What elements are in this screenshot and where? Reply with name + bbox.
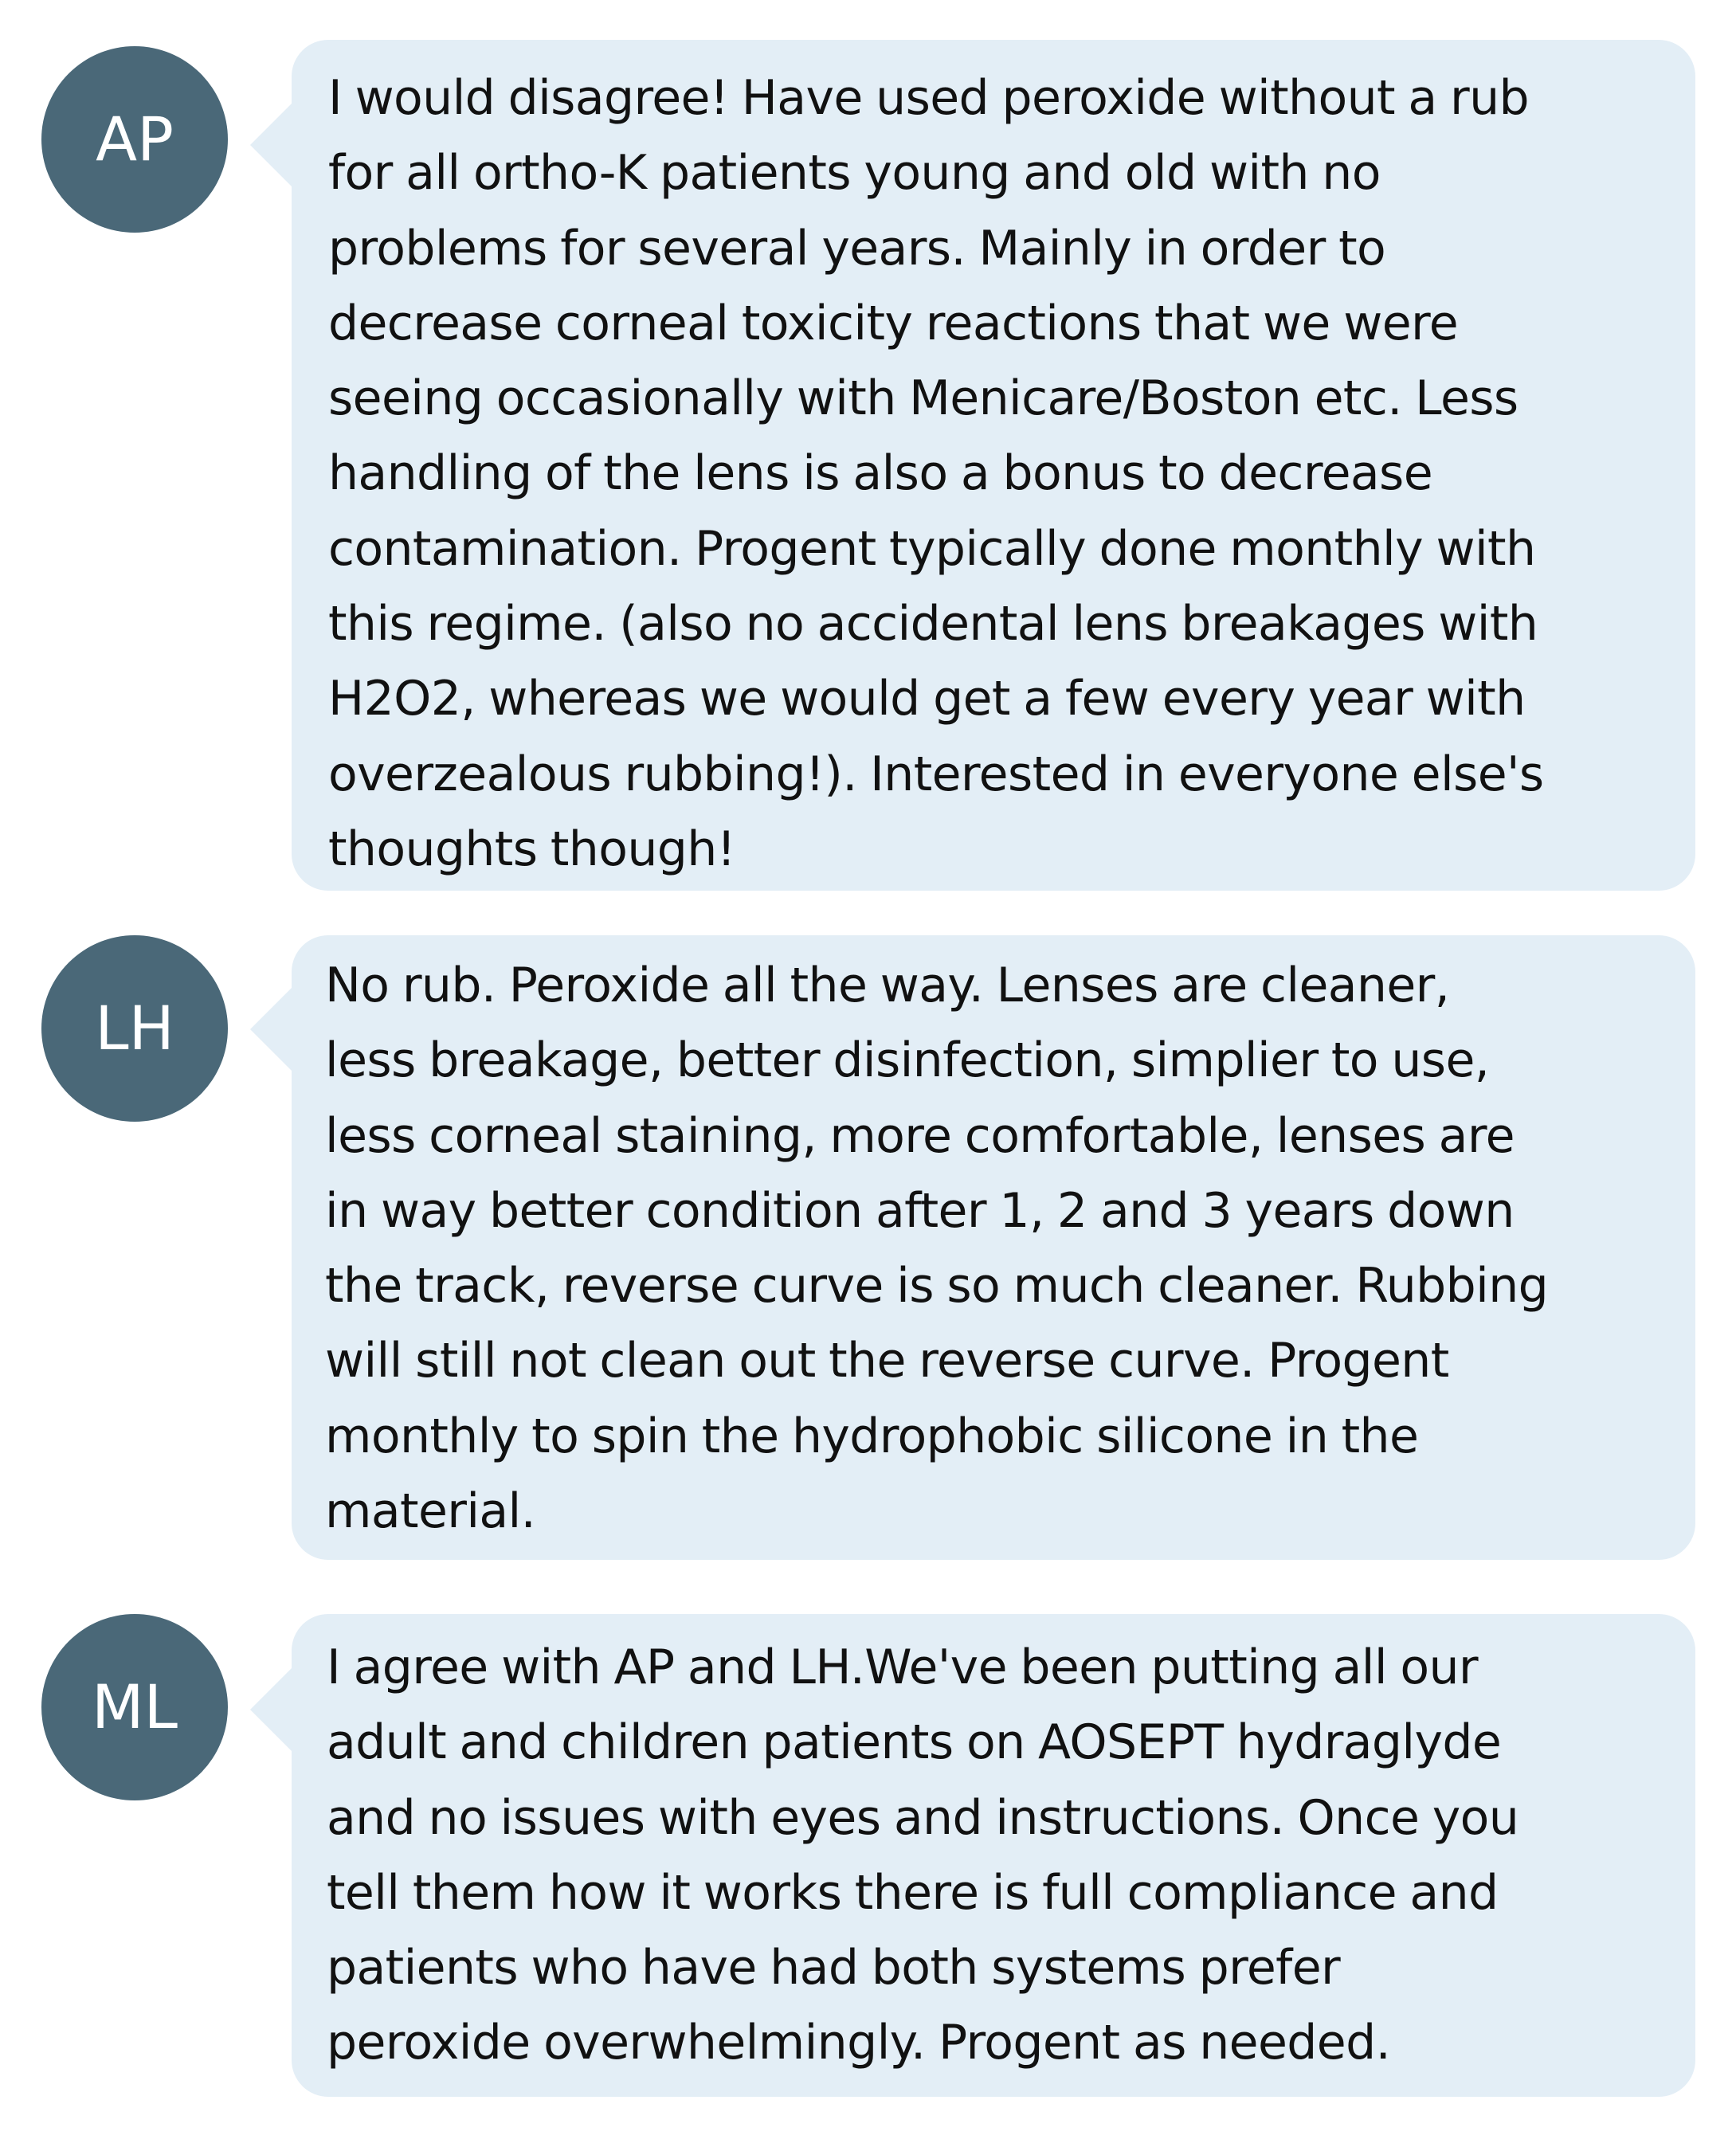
message-text: I would disagree! Have used peroxide without a rub for all ortho-K patients young and old with no problems for several years. Mainly in order to decrease corneal toxicity reactions that we were seeing occasionally with Menicare/Boston etc. Less handling of the lens is also a bonus to decrease contamination. Progent typically done monthly with this regime. (also no accidental lens breakages with H2O2, whereas we would get a few every year with overzealous rubbing!). Interested in everyone else's thoughts though! [328, 70, 1544, 877]
avatar[interactable]: AP [41, 46, 228, 233]
avatar[interactable]: LH [41, 935, 228, 1122]
message-text: I agree with AP and LH.We've been putting all our adult and children patients on AOSEPT hydraglyde and no issues with eyes and instructions. Once you tell them how it works there is full compliance and patients who have had both systems prefer peroxide overwhelmingly. Progent as needed. [327, 1640, 1519, 2071]
message-bubble [292, 1614, 1695, 2097]
message-bubble [292, 40, 1695, 891]
message-item [0, 1569, 1736, 2143]
bubble-tail [250, 986, 293, 1072]
message-item [0, 892, 1736, 1569]
message-text: No rub. Peroxide all the way. Lenses are cleaner, less breakage, better disinfection, simplier to use, less corneal staining, more comfortable, lenses are in way better condition after 1, 2 and 3 years down the track, reverse curve is so much cleaner. Rubbing will still not clean out the reverse curve. Progent monthly to spin the hydrophobic silicone in the material. [325, 958, 1549, 1540]
avatar[interactable]: ML [41, 1614, 228, 1800]
bubble-tail [250, 1667, 293, 1753]
message-item [0, 0, 1736, 892]
message-bubble [292, 935, 1695, 1560]
bubble-tail [250, 102, 293, 188]
